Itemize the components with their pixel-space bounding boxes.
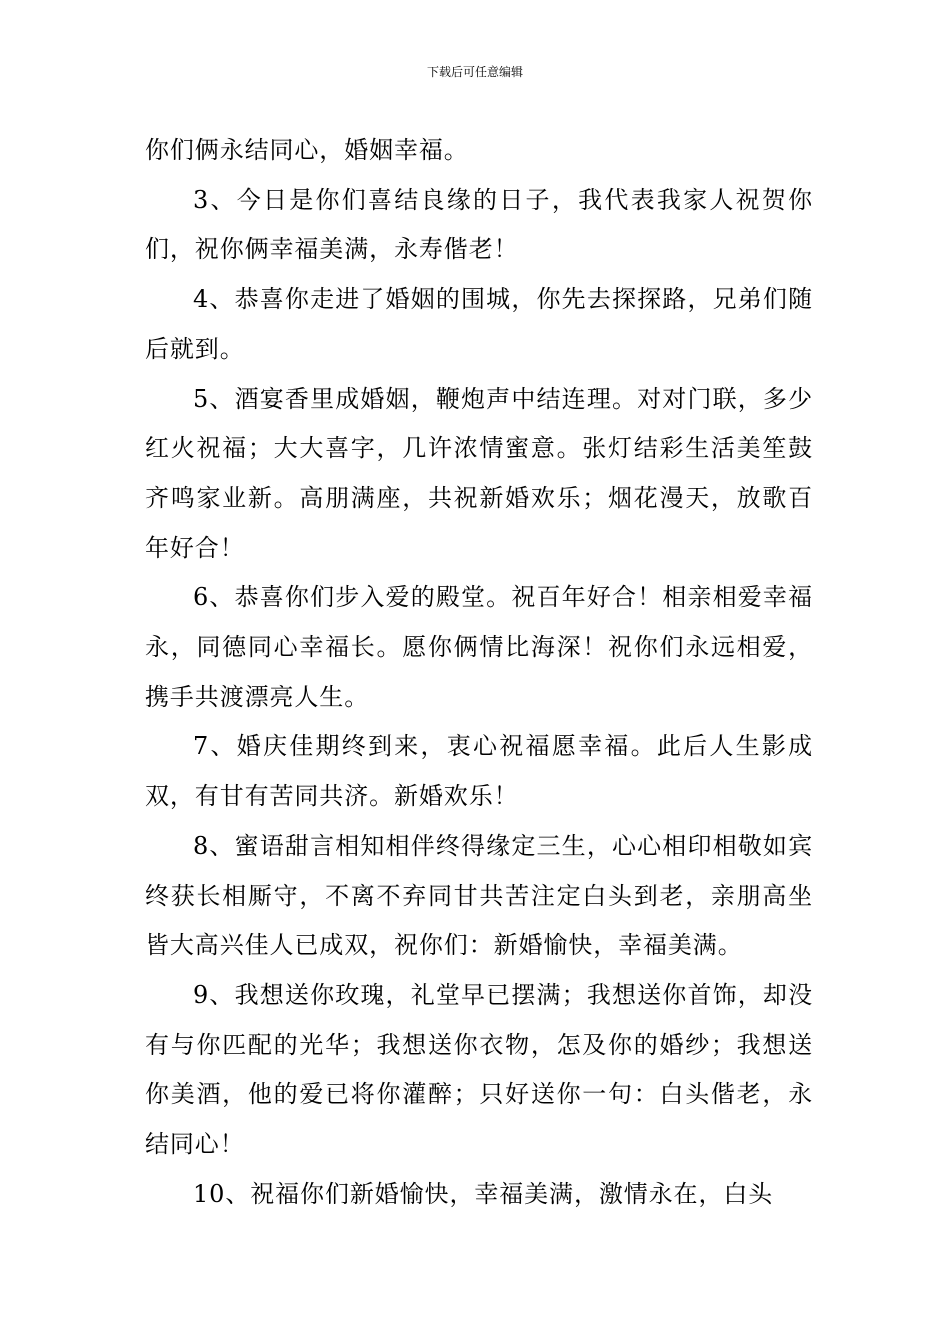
- paragraph-4: 4、恭喜你走进了婚姻的围城，你先去探探路，兄弟们随后就到。: [145, 285, 813, 363]
- paragraph-1: 你们俩永结同心，婚姻幸福。: [145, 136, 469, 164]
- paragraph-8: 8、蜜语甜言相知相伴终得缘定三生，心心相印相敬如宾终获长相厮守，不离不弃同甘共苦注定白头到老，亲朋高坐皆大高兴佳人已成双，祝你们：新婚愉快，幸福美满。: [145, 831, 813, 960]
- paragraph-10: 10、祝福你们新婚愉快，幸福美满，激情永在，白头: [193, 1179, 774, 1208]
- paragraph-3: 3、今日是你们喜结良缘的日子，我代表我家人祝贺你们，祝你俩幸福美满，永寿偕老！: [145, 185, 813, 264]
- document-body: [145, 126, 813, 1219]
- paragraph-7: 7、婚庆佳期终到来，衷心祝福愿幸福。此后人生影成双，有甘有苦同共济。新婚欢乐！: [145, 732, 813, 811]
- paragraph-5: 5、酒宴香里成婚姻，鞭炮声中结连理。对对门联，多少红火祝福；大大喜字，几许浓情蜜意。张灯结彩生活美笙鼓齐鸣家业新。高朋满座，共祝新婚欢乐；烟花漫天，放歌百年好合！: [145, 384, 813, 562]
- page-header: 下载后可任意编辑: [426, 65, 523, 79]
- paragraph-9: 9、我想送你玫瑰，礼堂早已摆满；我想送你首饰，却没有与你匹配的光华；我想送你衣物，怎及你的婚纱；我想送你美酒，他的爱已将你灌醉；只好送你一句：白头偕老，永结同心！: [145, 980, 813, 1159]
- paragraph-6: 6、恭喜你们步入爱的殿堂。祝百年好合！相亲相爱幸福永，同德同心幸福长。愿你俩情比海深！祝你们永远相爱，携手共渡漂亮人生。: [145, 583, 813, 711]
